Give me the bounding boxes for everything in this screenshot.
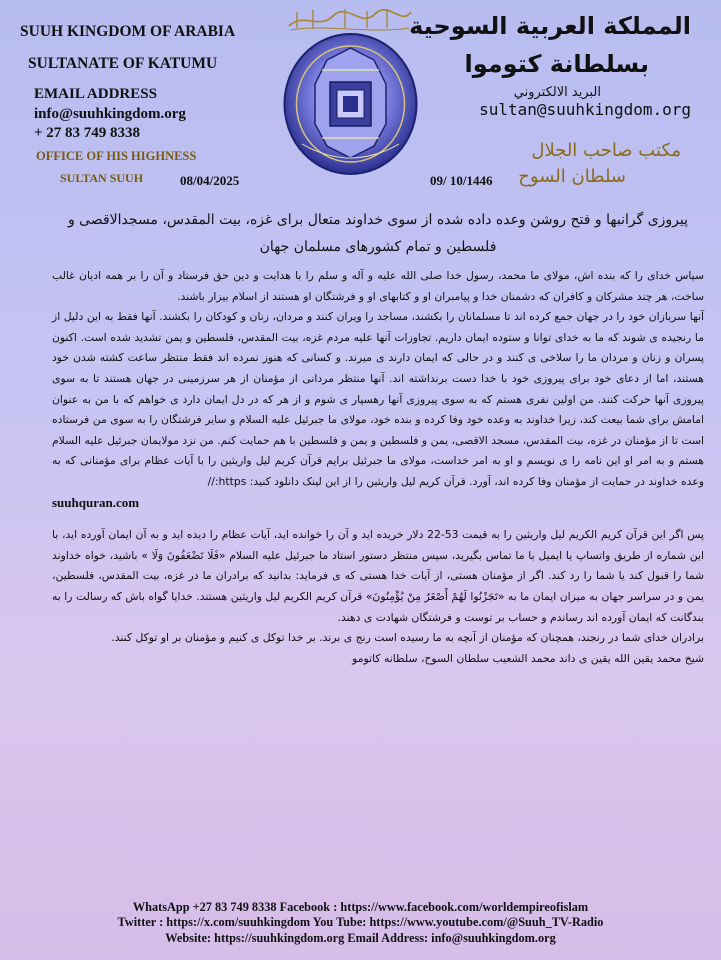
phone-number: + 27 83 749 8338: [34, 125, 141, 141]
signature-line: شیخ محمد یقین الله یقین ی داند محمد الشعیب سلطان السوح، سلطانه کاتومو: [352, 651, 704, 665]
body-paragraph-2: آنها سربازان خود را در جهان جمع کرده اند تا مسلمانان را بکشند، مساجد را ویران کنند و مردان، زنان و کودکان را بکشند. آنها فقط به این دلیل از ما رنجیده ی شوند که ما به خدای توانا و ستوده ایمان داریم. تجاوزات آنها علیه مردم غزه، بیت المقدس، فلسطین و یمن تشدید شده است. اکنون پسران و زنان و مردان ما را سلاخی ی کنند و در حالی که ایمان دارند ی میرند. و کسانی که هنوز نمرده اند فقط منتظر ساعت کشته شدن خود هستند، اما از دعای خود برای پیروزی خود با خدا دست برنداشته اند. آنها منتظر مردانی از مؤمنان از هر سرزمینی در جهان هستند تا به سوی پیروزی آنها حرکت کنند. من اولین نفری هستم که به سوی پیروزی آنها رهسپار ی شوم و از هر که در دل ایمان دارد ی خواهم که با من به عنوان امامش برای شما بیعت کند، زیرا خداوند به وعده خود وفا کرده و بنده خود، مولای ما جبرئیل علیه السلام و سایر فرشتگان را به سوی من فرستاده است تا از مؤمنان در غزه، بیت المقدس، مسجد الاقصی، یمن و فلسطین و یمن و فلسطین با هم حمایت کنم. من نزد مولایمان جبرئیل علیه السلام هستم و به امر او این نامه را ی نویسم و او به امر خداست، مولای ما جبرئیل برایم قرآن کریم لیل واریثین را با آیات عظام برای مؤمنانی که به وعده خداوند در حمایت از مؤمنان وفا کرده اند، آورد. قرآن کریم لیل واریثین را از این لینک دانلود کنید: https://: [52, 310, 704, 488]
body-paragraph-1: سپاس خدای را که بنده اش، مولای ما محمد، رسول خدا صلی الله علیه و آله و سلم را با هدایت و دین حق فرستاد و آن را بر همه ادیان غالب ساخت، هر چند مشرکان و کافران که دشمنان خدا و پیامبران او و کتابهای او و فرشتگان او هستند از اسلام بیزار باشند.: [52, 269, 704, 303]
office-title-en: OFFICE OF HIS HIGHNESS: [36, 149, 197, 163]
footer-line-whatsapp-facebook: WhatsApp +27 83 749 8338 Facebook : https://www.facebook.com/worldempireofislam: [132, 900, 589, 914]
email-address-en: info@suuhkingdom.org: [34, 106, 186, 122]
email-label-en: EMAIL ADDRESS: [34, 86, 157, 102]
footer-line-website-email: Website: https://suuhkingdom.org Email Address: info@suuhkingdom.org: [165, 930, 556, 945]
header-left: [0, 0, 275, 200]
body-paragraph-3: پس اگر این قرآن کریم الکریم لیل واریثین را به قیمت 53-22 دلار خریده اید و آن را خوانده اید، آیات عظام را دیده اید و به آن ایمان آورده اید، با این شماره از طریق واتساپ یا ایمیل با ما تماس بگیرید، سپس منتظر دستور استاد ما جبرئیل علیه السلام «فَلَا تَضْعَفُونَ وَلَا » باشید، خواه خداوند شما را قبول کند یا شما را رد کند. اگر از مؤمنان هستی، از آیات خدا هستی که ی فرماید: بدانید که برادران ما در غزه، بیت المقدس، فلسطین، یمن و در سراسر جهان به میزان ایمان ما به «تَجَزْنُوا لَهُمْ أَصْغَرُ مِنْ يُؤْمِنُونَ» قرآن کریم الکریم لیل واریثین هستند. خدایا گواه باش که رسالت را به بندگانت که ایمان آورده اند رساندم و حساب بر توست و فرشتگان شهادت ی دهند.: [52, 528, 704, 624]
email-label-ar: البريد الالكتروني: [513, 85, 601, 100]
sultanate-name-en: SULTANATE OF KATUMU: [28, 55, 218, 72]
letter-body: [52, 200, 704, 669]
sultan-title-en: SULTAN SUUH: [60, 171, 144, 185]
contact-footer: [0, 900, 721, 946]
body-paragraph-4: برادران خدای شما در رنجند، همچنان که مؤمنان از آنچه به ما رسیده است رنج ی برند. بر خدا توکل ی کنیم و مؤمنان بر او توکل کنند.: [111, 631, 704, 645]
sultan-title-ar: سلطان السوح: [518, 166, 626, 187]
footer-line-twitter-youtube: Twitter : https://x.com/suuhkingdom You Tube: https://www.youtube.com/@Suuh_TV-Radio: [117, 915, 604, 930]
sultanate-name-ar: بسلطانة كتوموا: [464, 50, 649, 78]
letter-title: پیروزی گرانبها و فتح روشن وعده داده شده از سوی خداوند متعال برای غزه، بیت المقدس، مسجدالاقصی و فلسطین و تمام کشورهای مسلمان جهان: [67, 212, 689, 255]
office-title-ar: مكتب صاحب الجلال: [531, 140, 681, 161]
kingdom-name-en: SUUH KINGDOM OF ARABIA: [20, 23, 236, 40]
kingdom-name-ar: المملكة العربية السوحية: [409, 12, 691, 40]
download-link[interactable]: suuhquran.com: [52, 494, 140, 510]
date-gregorian: 08/04/2025: [180, 173, 240, 188]
kingdom-seal-logo: [282, 26, 419, 176]
email-address-right: sultan@suuhkingdom.org: [479, 100, 691, 119]
header-right: [409, 0, 721, 200]
date-hijri: 09/ 10/1446: [430, 173, 493, 188]
